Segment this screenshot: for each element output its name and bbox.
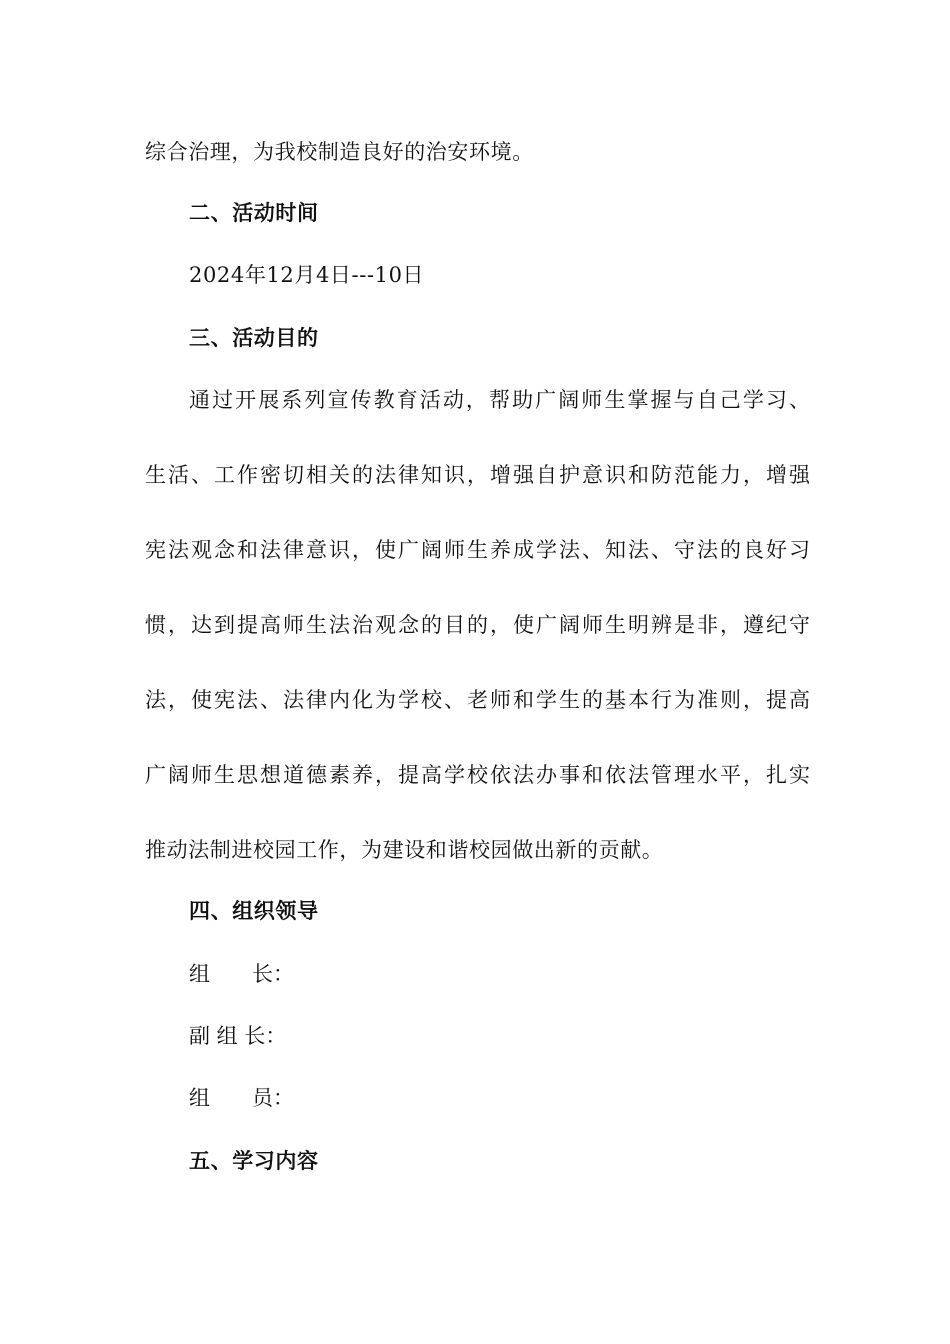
section5-heading: 五、学习内容 (189, 1148, 319, 1173)
section3-heading: 三、活动目的 (189, 325, 319, 350)
purpose-line-2: 生活、工作密切相关的法律知识，增强自护意识和防范能力，增强 (145, 463, 810, 487)
purpose-line-3: 宪法观念和法律意识，使广阔师生养成学法、知法、守法的良好习 (145, 538, 810, 562)
role-member-label: 组 员： (189, 1086, 294, 1110)
purpose-line-5: 法，使宪法、法律内化为学校、老师和学生的基本行为准则，提高 (145, 688, 810, 712)
section2-heading: 二、活动时间 (189, 200, 319, 225)
role-deputy-leader-label: 副 组 长： (189, 1024, 287, 1048)
purpose-line-4: 惯，达到提高师生法治观念的目的，使广阔师生明辨是非，遵纪守 (145, 613, 810, 637)
purpose-line-6: 广阔师生思想道德素养，提高学校依法办事和依法管理水平，扎实 (145, 763, 810, 787)
role-leader-label: 组 长： (189, 962, 294, 986)
purpose-line-7: 推动法制进校园工作，为建设和谐校园做出新的贡献。 (145, 838, 664, 862)
section4-heading: 四、组织领导 (189, 898, 319, 923)
intro-tail-text: 综合治理，为我校制造良好的治安环境。 (145, 140, 534, 164)
purpose-line-1: 通过开展系列宣传教育活动，帮助广阔师生掌握与自己学习、 (189, 388, 810, 412)
activity-date-text: 2024年12月4日---10日 (189, 263, 425, 287)
